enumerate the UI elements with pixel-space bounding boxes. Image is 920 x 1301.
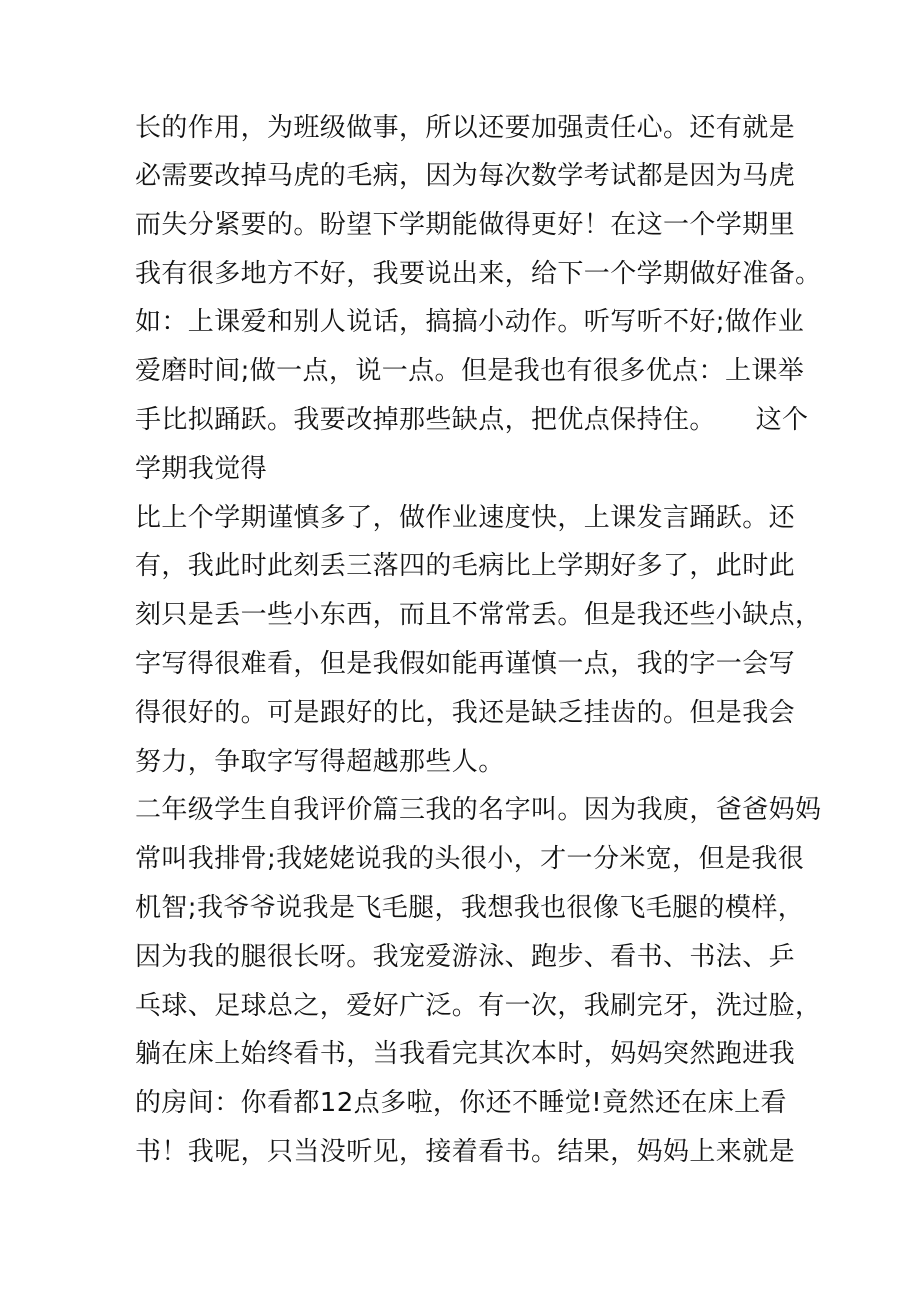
text-line: 躺在床上始终看书，当我看完其次本时，妈妈突然跑进我 [135,1039,796,1070]
text-line: 比上个学期谨慎多了，做作业速度快，上课发言踊跃。还 [135,502,796,533]
text-line: 乓球、足球总之，爱好广泛。有一次，我刷完牙，洗过脸， [135,990,822,1021]
body-text [135,104,822,1177]
text-line: 必需要改掉马虎的毛病，因为每次数学考试都是因为马虎 [135,161,796,191]
text-line: 努力，争取字写得超越那些人。 [135,746,505,777]
text-line: 书！我呢，只当没听见，接着看书。结果，妈妈上来就是 [135,1136,796,1167]
text-line: 长的作用，为班级做事，所以还要加强责任心。还有就是 [135,113,796,143]
text-line: 二年级学生自我评价篇三我的名字叫。因为我庾，爸爸妈妈 [135,795,822,826]
text-line: 的房间：你看都12点多啦，你还不睡觉!竟然还在床上看 [135,1088,787,1119]
text-line: 手比拟踊跃。我要改掉那些缺点，把优点保持住。 这个 [135,404,809,435]
text-line: 常叫我排骨;我姥姥说我的头很小，才一分米宽，但是我很 [135,844,805,875]
text-line: 因为我的腿很长呀。我宠爱游泳、跑步、看书、书法、乒 [135,941,796,972]
text-line: 如：上课爱和别人说话，搞搞小动作。听写听不好;做作业 [135,307,805,338]
text-line: 字写得很难看，但是我假如能再谨慎一点，我的字一会写 [135,648,796,679]
text-line: 机智;我爷爷说我是飞毛腿，我想我也很像飞毛腿的模样， [135,892,805,923]
text-line: 刻只是丢一些小东西，而且不常常丢。但是我还些小缺点， [135,600,822,631]
text-line: 有，我此时此刻丢三落四的毛病比上学期好多了，此时此 [135,551,796,582]
text-line: 我有很多地方不好，我要说出来，给下一个学期做好准备。 [135,258,822,289]
text-line: 得很好的。可是跟好的比，我还是缺乏挂齿的。但是我会 [135,697,796,728]
text-line: 学期我觉得 [135,453,268,484]
text-line: 而失分紧要的。盼望下学期能做得更好！在这一个学期里 [135,209,796,240]
text-line: 爱磨时间;做一点，说一点。但是我也有很多优点：上课举 [135,356,805,387]
